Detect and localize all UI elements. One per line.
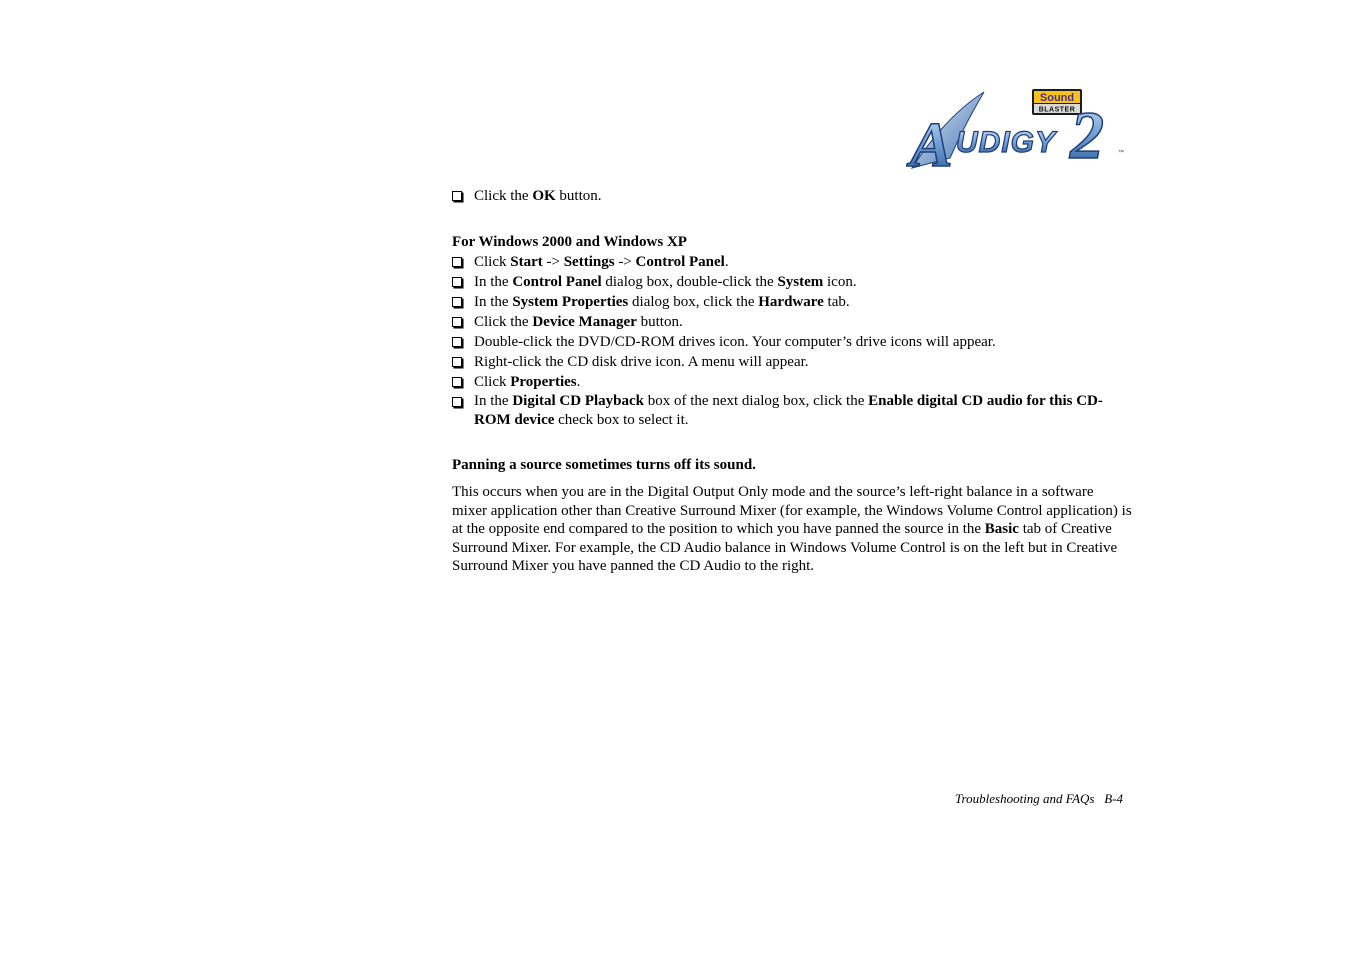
text-run: check box to select it.: [554, 412, 689, 428]
text-run: icon.: [823, 274, 857, 290]
step-windows-5: [452, 332, 1132, 352]
step-windows-6: [452, 352, 1132, 372]
text-run: In the: [474, 393, 513, 409]
step-text: [474, 393, 1103, 428]
text-run: .: [576, 374, 581, 390]
step-text: [474, 294, 850, 310]
text-run: Click the: [474, 314, 533, 330]
text-run: box of the next dialog box, click the: [644, 393, 869, 409]
bold-term: Enable digital CD audio for this CD-ROM device: [474, 393, 1103, 428]
text-run: Double-click the DVD/CD-ROM drives icon. Your computer’s drive icons will appear.: [474, 334, 996, 350]
bold-term: System: [777, 274, 824, 290]
panning-section-heading: Panning a source sometimes turns off its sound.: [452, 457, 756, 473]
bold-term: OK: [532, 188, 556, 204]
paragraph-text: [452, 484, 1132, 574]
page-footer: [955, 791, 1123, 807]
step-windows-3: [452, 292, 1132, 312]
text-run: Click: [474, 374, 511, 390]
checkbox-bullet-icon: [452, 257, 462, 267]
step-text: [474, 334, 996, 350]
step-windows-1: [452, 252, 1132, 272]
text-run: .: [724, 254, 729, 270]
footer-section: Troubleshooting and FAQs: [955, 791, 1095, 806]
bold-term: Properties: [510, 374, 577, 390]
logo-trademark: ™: [1118, 150, 1124, 156]
logo-product-rest: UDIGY: [956, 126, 1057, 159]
logo-product-number: 2: [1070, 97, 1104, 173]
checkbox-bullet-icon: [452, 277, 462, 287]
text-run: In the: [474, 274, 513, 290]
text-run: In the: [474, 294, 513, 310]
step-windows-2: [452, 272, 1132, 292]
text-run: dialog box, double-click the: [601, 274, 778, 290]
footer-page-number: B-4: [1104, 791, 1123, 806]
step-text: [474, 374, 580, 390]
checkbox-bullet-icon: [452, 397, 462, 407]
document-body: [452, 186, 1132, 576]
bold-term: Start: [510, 254, 543, 270]
logo-brand-top: Sound: [1039, 92, 1075, 104]
text-run: button.: [636, 314, 683, 330]
step-text: [474, 314, 683, 330]
text-run: Right-click the CD disk drive icon. A menu will appear.: [474, 354, 809, 370]
checkbox-bullet-icon: [452, 297, 462, 307]
audigy2-logo-graphic: [906, 86, 1132, 178]
checkbox-bullet-icon: [452, 357, 462, 367]
checkbox-bullet-icon: [452, 191, 462, 201]
step-text: [474, 254, 729, 270]
checkbox-bullet-icon: [452, 337, 462, 347]
text-run: button.: [555, 188, 602, 204]
step-text: [474, 354, 809, 370]
text-run: Click the: [474, 188, 533, 204]
bold-term: Control Panel: [635, 254, 725, 270]
bold-term: System Properties: [512, 294, 629, 310]
logo-product-initial: A: [910, 109, 953, 178]
text-run: ->: [542, 254, 564, 270]
panning-paragraph: [452, 483, 1132, 576]
bold-term: Device Manager: [532, 314, 637, 330]
windows-section-heading: For Windows 2000 and Windows XP: [452, 234, 687, 250]
step-windows-7: [452, 372, 1132, 392]
step-windows-4: [452, 312, 1132, 332]
audigy2-logo: [906, 86, 1132, 178]
text-run: ->: [614, 254, 636, 270]
step-windows-8: [452, 392, 1132, 430]
bold-term: Control Panel: [512, 274, 602, 290]
checkbox-bullet-icon: [452, 377, 462, 387]
text-run: This occurs when you are in the Digital Output Only mode and the source’s left-right balance in a software mixer application other than Creative Surround Mixer (for example, the Windows Volume Control application) is at the opposite end compared to the position to which you have panned the source in the: [452, 484, 1132, 537]
step-click-ok: [452, 186, 1132, 206]
text-run: tab of Creative Surround Mixer. For example, the CD Audio balance in Windows Volume Control is on the left but in Creative Surround Mixer you have panned the CD Audio to the right.: [452, 521, 1118, 574]
bold-term: Settings: [563, 254, 615, 270]
step-text: [474, 274, 857, 290]
bold-term: Digital CD Playback: [512, 393, 644, 409]
logo-brand-bottom: BLASTER: [1038, 106, 1076, 114]
text-run: Click: [474, 254, 511, 270]
text-run: dialog box, click the: [628, 294, 759, 310]
bold-term: Basic: [984, 521, 1019, 537]
text-run: tab.: [823, 294, 850, 310]
checkbox-bullet-icon: [452, 317, 462, 327]
step-text: [474, 188, 602, 204]
bold-term: Hardware: [758, 294, 824, 310]
